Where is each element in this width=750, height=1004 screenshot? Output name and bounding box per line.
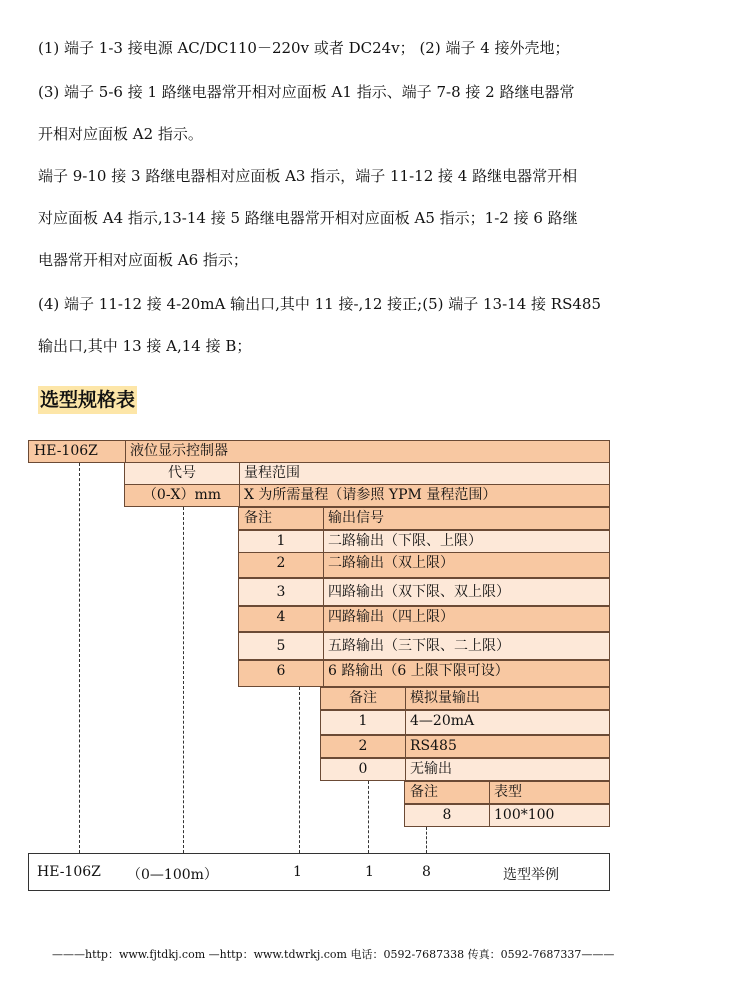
meter-desc: 100*100 — [494, 807, 555, 823]
connector-range — [183, 507, 184, 853]
relay-desc: 6 路输出（6 上限下限可设） — [328, 663, 509, 679]
relay-desc: 二路输出（下限、上限） — [328, 533, 482, 549]
analog-row — [320, 758, 610, 781]
paragraph-terminals-3b: 开相对应面板 A2 指示。 — [38, 125, 203, 143]
analog-note-label: 备注 — [349, 690, 377, 706]
paragraph-terminals-relay-c: 电器常开相对应面板 A6 指示； — [38, 251, 248, 269]
section-title: 选型规格表 — [38, 386, 137, 414]
analog-row — [320, 710, 610, 735]
paragraph-terminals-4a: (4) 端子 11-12 接 4-20mA 输出口,其中 11 接-,12 接正;(5) 端子 13-14 接 RS485 — [38, 295, 601, 313]
relay-row — [238, 578, 610, 606]
analog-desc: RS485 — [410, 738, 457, 754]
example-model: HE-106Z — [37, 864, 101, 880]
relay-code: 4 — [276, 609, 286, 625]
selection-example — [28, 853, 610, 891]
spec-range-label: 量程范围 — [244, 465, 300, 481]
connector-meter — [426, 827, 427, 853]
relay-code: 2 — [276, 555, 286, 571]
meter-header: 表型 — [494, 784, 522, 800]
spec-range-desc: X 为所需量程（请参照 YPM 量程范围） — [244, 487, 497, 503]
spec-code-label: 代号 — [168, 465, 196, 481]
connector-relay — [299, 687, 300, 853]
relay-code: 3 — [276, 584, 286, 600]
spec-code-value: （0-X）mm — [142, 487, 222, 503]
relay-desc: 五路输出（三下限、二上限） — [328, 638, 510, 654]
meter-code: 8 — [442, 807, 452, 823]
spec-model-row — [28, 440, 610, 463]
analog-code: 1 — [358, 713, 368, 729]
relay-note-label: 备注 — [244, 510, 272, 526]
paragraph-terminals-relay-b: 对应面板 A4 指示,13-14 接 5 路继电器常开相对应面板 A5 指示；1-2 接 6 路继 — [38, 209, 578, 227]
relay-desc: 四路输出（四上限） — [328, 609, 454, 625]
relay-code: 5 — [276, 638, 286, 654]
spec-model: HE-106Z — [34, 443, 98, 459]
example-relay: 1 — [293, 864, 302, 880]
analog-desc: 4—20mA — [410, 713, 475, 729]
meter-note-label: 备注 — [410, 784, 438, 800]
relay-header: 输出信号 — [328, 510, 384, 526]
relay-header-row — [238, 507, 610, 530]
paragraph-terminals-3a: (3) 端子 5-6 接 1 路继电器常开相对应面板 A1 指示、端子 7-8 接 2 路继电器常 — [38, 83, 575, 101]
analog-code: 2 — [358, 738, 368, 754]
analog-desc: 无输出 — [410, 761, 452, 777]
meter-row — [404, 804, 610, 827]
example-label: 选型举例 — [503, 867, 559, 883]
paragraph-terminals-4b: 输出口,其中 13 接 A,14 接 B； — [38, 337, 252, 355]
spec-code-value-row — [124, 484, 610, 507]
paragraph-terminals-1: (1) 端子 1-3 接电源 AC/DC110－220v 或者 DC24v； (2) 端子 4 接外壳地； — [38, 39, 570, 57]
analog-header-row — [320, 687, 610, 710]
relay-row — [238, 530, 610, 553]
analog-code: 0 — [358, 761, 368, 777]
relay-desc: 四路输出（双下限、双上限） — [328, 584, 510, 600]
relay-row — [238, 606, 610, 632]
relay-row — [238, 632, 610, 660]
relay-code: 6 — [276, 663, 286, 679]
example-meter: 8 — [422, 864, 431, 880]
connector-analog — [368, 781, 369, 853]
footer-contact: ———http：www.fjtdkj.com —http：www.tdwrkj.com 电话：0592-7687338 传真：0592-7687337——— — [52, 948, 615, 961]
relay-row — [238, 552, 610, 578]
analog-header: 模拟量输出 — [410, 690, 480, 706]
meter-header-row — [404, 781, 610, 804]
relay-row — [238, 660, 610, 687]
relay-desc: 二路输出（双上限） — [328, 555, 454, 571]
relay-code: 1 — [276, 533, 286, 549]
example-range: （0—100m） — [127, 867, 218, 883]
connector-model — [79, 463, 80, 853]
spec-code-header-row — [124, 462, 610, 485]
paragraph-terminals-relay-a: 端子 9-10 接 3 路继电器相对应面板 A3 指示，端子 11-12 接 4 路继电器常开相 — [38, 167, 578, 185]
spec-model-desc: 液位显示控制器 — [130, 443, 228, 459]
example-analog: 1 — [365, 864, 374, 880]
analog-row — [320, 735, 610, 758]
